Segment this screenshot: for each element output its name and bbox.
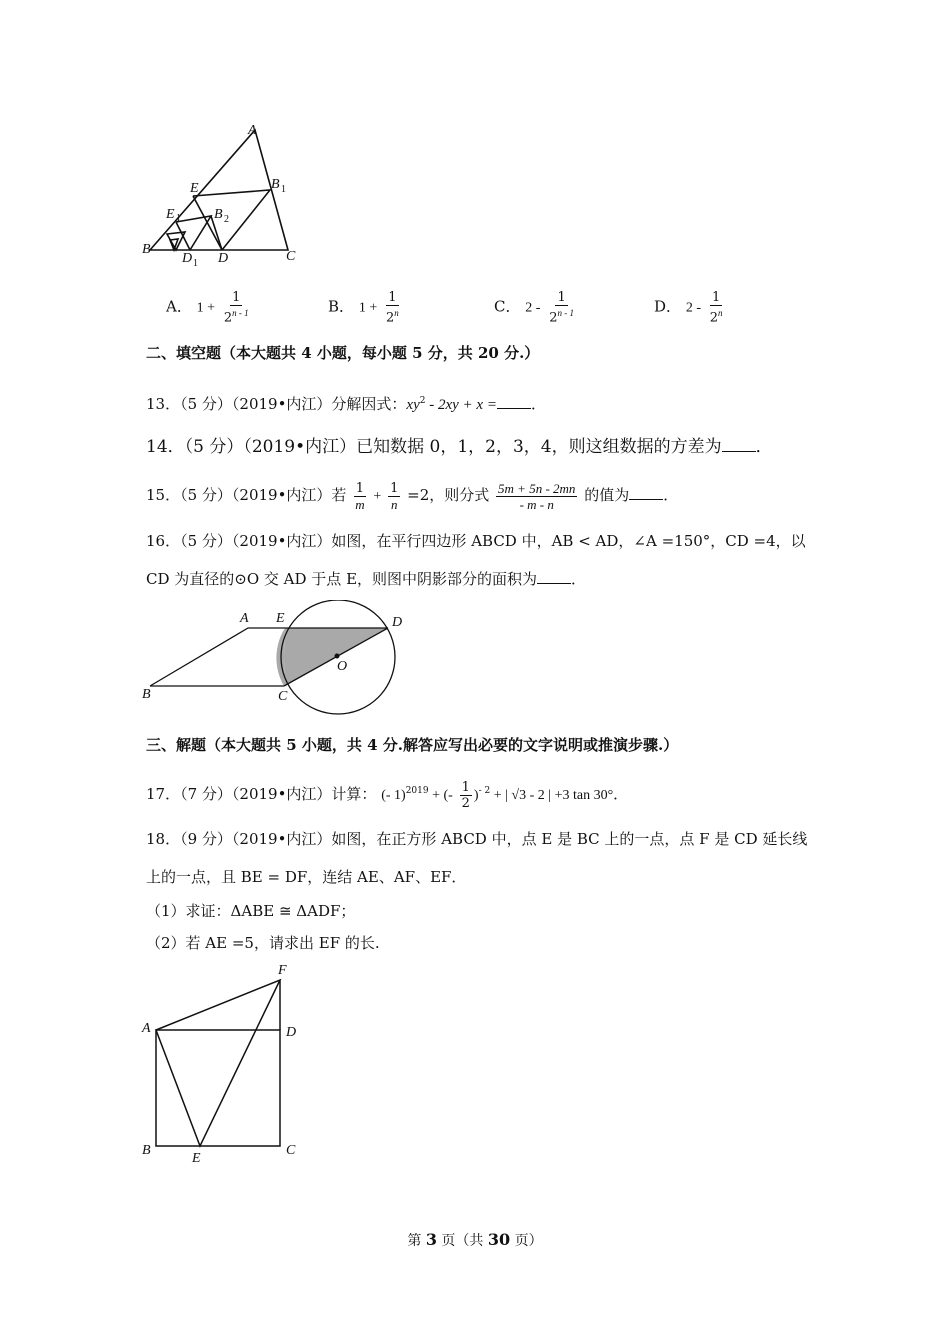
figure-q12 xyxy=(140,118,310,278)
fig18-label-a: A xyxy=(142,1021,151,1036)
question-13: 13．（5 分）（2019•内江）分解因式：$xy^2 - 2xy + x$ = ． xyxy=(146,395,546,413)
fig12-label-d1: D xyxy=(182,251,193,266)
fig12-label-b: B xyxy=(142,242,151,257)
fig16-label-d: D xyxy=(392,615,403,630)
question-18-line1: 18．（9 分）（2019•内江）如图，在正方形 ABCD 中，点 E 是 BC 上的一点，点 F 是 CD 延长线 xyxy=(146,830,808,848)
fig12-label-b1: B xyxy=(271,177,280,192)
question-18-line2: 上的一点，且 BE = DF，连结 AE、AF、EF． xyxy=(146,868,467,886)
fig12-label-e1-sub: 1 xyxy=(176,213,181,224)
fig12-label-e1: E xyxy=(166,207,175,222)
question-16-line2: CD 为直径的⊙O 交 AD 于点 E，则图中阴影部分的面积为 ． xyxy=(146,570,587,588)
option-b: B． 1 + $\frac{1}{2^n}$ xyxy=(328,290,399,326)
question-16-line1: 16．（5 分）（2019•内江）如图，在平行四边形 ABCD 中，AB < AD，∠A =150°，CD =4，以 xyxy=(146,532,806,550)
figure-q16 xyxy=(140,600,410,720)
fig12-label-b2: B xyxy=(214,207,223,222)
question-18-sub1: （1）求证：ΔABE ≅ ΔADF； xyxy=(146,902,356,920)
fig16-label-a: A xyxy=(240,611,249,626)
fig12-label-c: C xyxy=(286,249,296,264)
option-d: D． 2 - $\frac{1}{2^n}$ xyxy=(654,290,723,326)
fig16-label-e: E xyxy=(276,611,285,626)
fig18-label-b: B xyxy=(142,1143,151,1158)
section3-title: 三、解题（本大题共 5 小题，共 4 分.解答应写出必要的文字说明或推演步骤.） xyxy=(146,736,679,754)
question-15: 15．（5 分）（2019•内江）若 $\frac{1}{m}$ + $\frac{1}{n}$ =2，则分式 $\frac{5m + 5n - 2mn}{- m - n}$ 的值为 ． xyxy=(146,480,679,512)
fig16-label-c: C xyxy=(278,689,288,704)
answer-blank-16[interactable] xyxy=(537,571,571,584)
fig18-label-e: E xyxy=(192,1151,201,1166)
fig18-label-f: F xyxy=(278,963,287,978)
fig18-label-d: D xyxy=(286,1025,297,1040)
fig12-label-d: D xyxy=(218,251,229,266)
fig18-label-c: C xyxy=(286,1143,296,1158)
fig12-label-d1-sub: 1 xyxy=(193,258,198,269)
fig12-label-a: A xyxy=(248,123,257,138)
fig16-label-b: B xyxy=(142,687,151,702)
option-c: C． 2 - $\frac{1}{2^{n - 1}}$ xyxy=(494,290,574,326)
page-footer: 第 3 页（共 30 页） xyxy=(407,1230,543,1249)
option-a: A． 1 + $\frac{1}{2^{n - 1}}$ xyxy=(166,290,249,326)
figure-q18 xyxy=(140,960,310,1170)
answer-blank-14[interactable] xyxy=(722,439,756,452)
question-17: 17．（7 分）（2019•内江）计算： (- 1)$^{2019}$ + (- $\frac{1}{2}$ )$^{- 2}$ + | √3 - 2 | +3 tan 30°． xyxy=(146,779,629,811)
fig12-label-b2-sub: 2 xyxy=(224,214,229,225)
section2-title: 二、填空题（本大题共 4 小题，每小题 5 分，共 20 分.） xyxy=(146,344,540,362)
fig16-label-o: O xyxy=(337,659,348,674)
fig12-label-b1-sub: 1 xyxy=(281,184,286,195)
answer-blank-13[interactable] xyxy=(497,396,531,409)
answer-blank-15[interactable] xyxy=(629,487,663,500)
question-14: 14．（5 分）（2019•内江）已知数据 0，1，2，3，4，则这组数据的方差为 ． xyxy=(146,437,773,457)
fig12-label-e: E xyxy=(190,181,199,196)
question-18-sub2: （2）若 AE =5，请求出 EF 的长. xyxy=(146,934,380,952)
